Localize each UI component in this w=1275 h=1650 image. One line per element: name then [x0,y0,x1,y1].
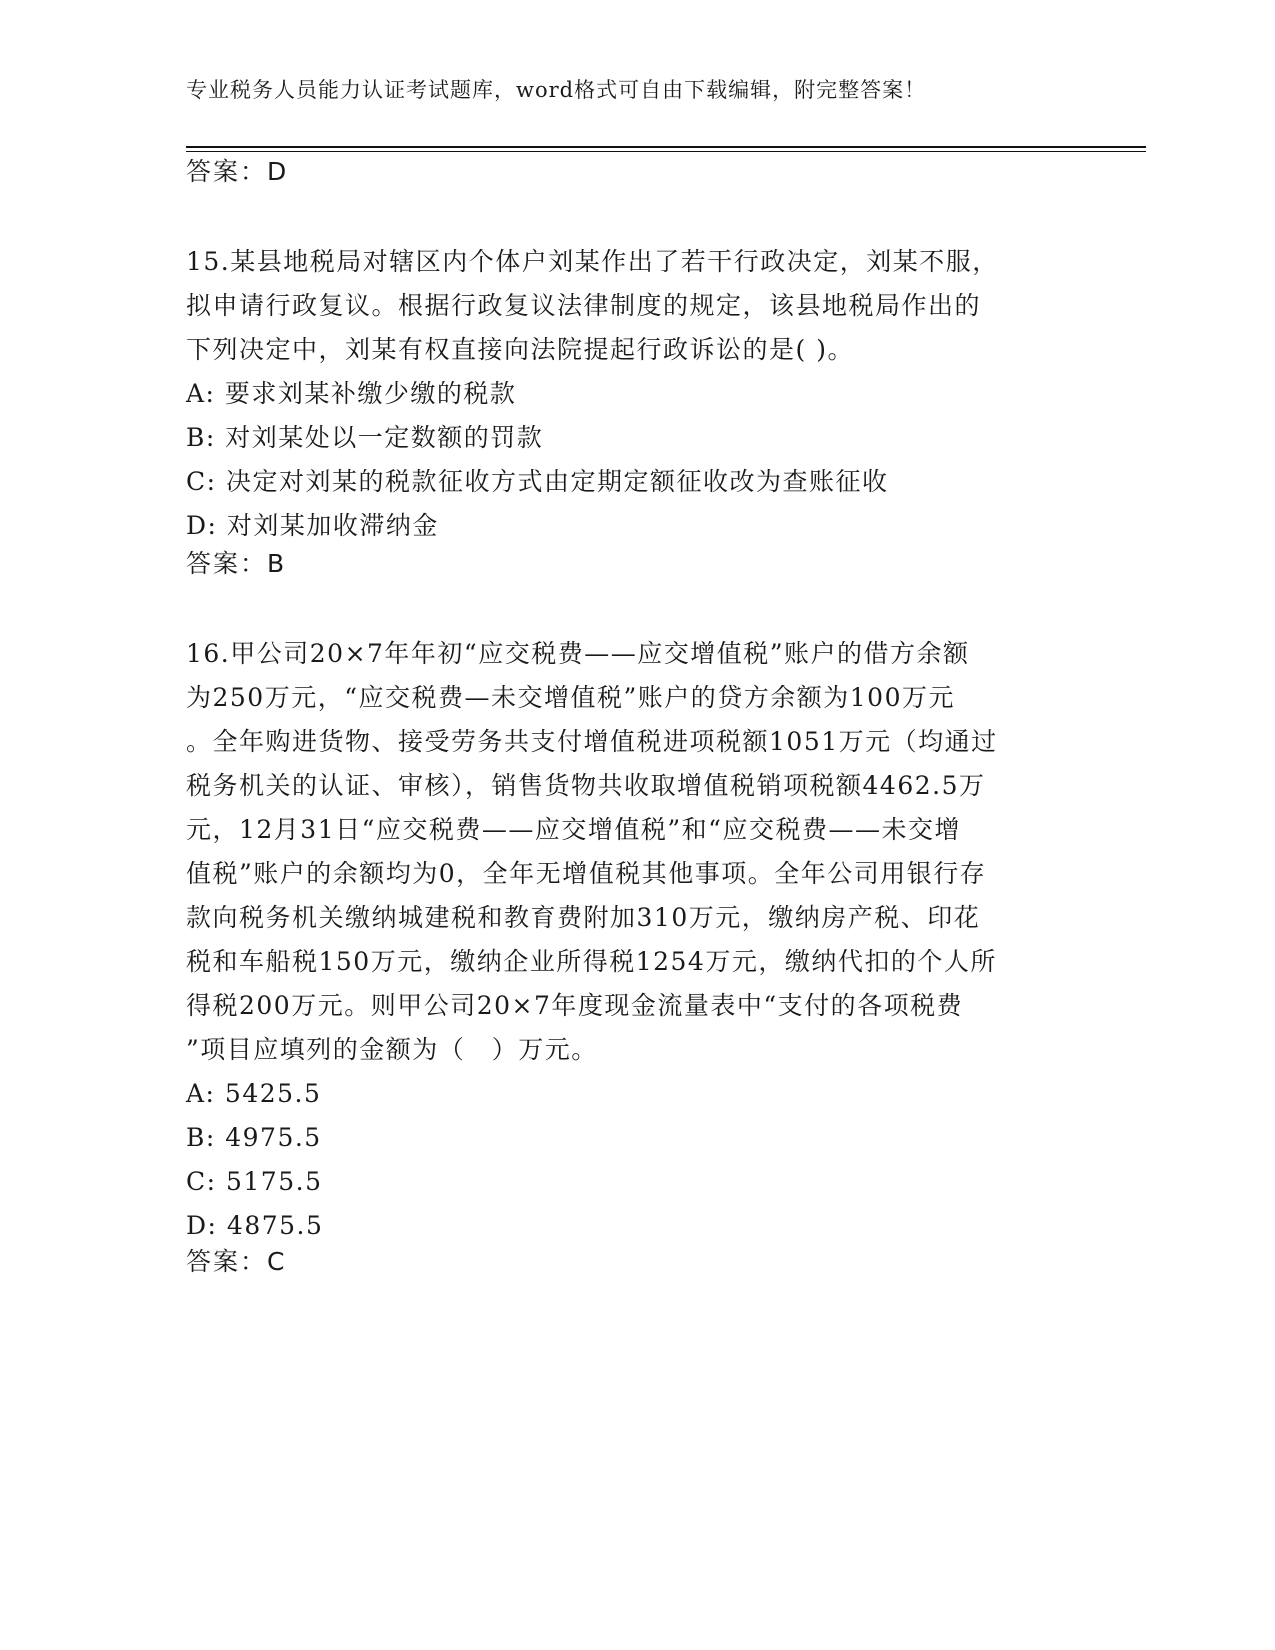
question-15-answer: 答案：B [186,549,287,578]
option-a: A: 5425.5 [186,1079,322,1108]
question-16-line: 税务机关的认证、审核），销售货物共收取增值税销项税额4462.5万 [186,771,986,800]
question-15-line: 下列决定中，刘某有权直接向法院提起行政诉讼的是( )。 [186,335,854,364]
question-16-line: 16.甲公司20×7年年初“应交税费——应交增值税”账户的借方余额 [186,639,970,668]
header-rule-thin [186,151,1146,152]
question-16-answer: 答案：C [186,1247,287,1276]
question-15-line: 拟申请行政复议。根据行政复议法律制度的规定，该县地税局作出的 [186,291,982,320]
option-b: B: 4975.5 [186,1123,322,1152]
question-16-line: 税和车船税150万元，缴纳企业所得税1254万元，缴纳代扣的个人所 [186,947,997,976]
header-rule-thick [186,146,1146,148]
question-16-line: 为250万元，“应交税费—未交增值税”账户的贷方余额为100万元 [186,683,955,712]
option-d: D: 对刘某加收滞纳金 [186,511,439,540]
question-16-line: 。全年购进货物、接受劳务共支付增值税进项税额1051万元（均通过 [186,727,998,756]
question-15-line: 15.某县地税局对辖区内个体户刘某作出了若干行政决定，刘某不服， [186,247,999,276]
question-16-line: 款向税务机关缴纳城建税和教育费附加310万元，缴纳房产税、印花 [186,903,981,932]
question-16-line: 元，12月31日“应交税费——应交增值税”和“应交税费——未交增 [186,815,961,844]
option-d: D: 4875.5 [186,1211,324,1240]
option-b: B: 对刘某处以一定数额的罚款 [186,423,544,452]
option-c: C: 决定对刘某的税款征收方式由定期定额征收改为查账征收 [186,467,889,496]
question-16-line: 值税”账户的余额均为0，全年无增值税其他事项。全年公司用银行存 [186,859,987,888]
question-16-line: 得税200万元。则甲公司20×7年度现金流量表中“支付的各项税费 [186,991,964,1020]
option-a: A: 要求刘某补缴少缴的税款 [186,379,517,408]
option-c: C: 5175.5 [186,1167,323,1196]
previous-answer: 答案：D [186,157,289,186]
header-text: 专业税务人员能力认证考试题库，word格式可自由下载编辑，附完整答案！ [186,78,927,102]
question-16-line: ”项目应填列的金额为（ ）万元。 [186,1035,598,1064]
